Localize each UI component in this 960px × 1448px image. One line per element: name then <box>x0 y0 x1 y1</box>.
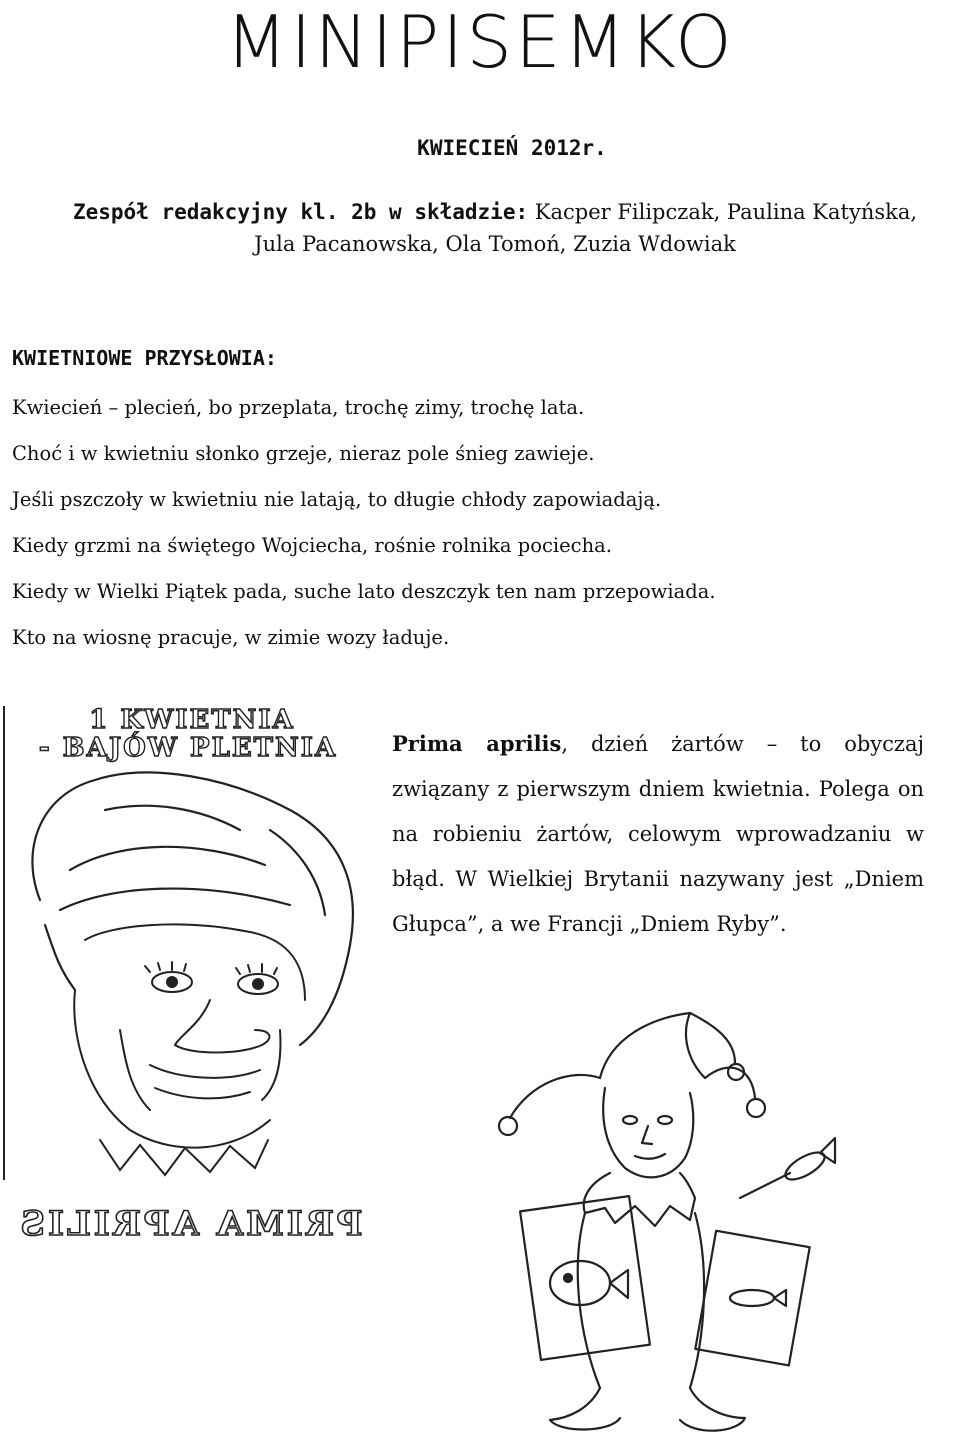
caption-line1: 1 KWIETNIA <box>89 705 295 735</box>
proverb-item: Kto na wiosnę pracuje, w zimie wozy ładuje. <box>12 626 450 649</box>
editorial-team <box>0 196 960 260</box>
team-members-line1: Kacper Filipczak, Paulina Katyńska, <box>528 200 918 224</box>
proverb-item: Choć i w kwietniu słonko grzeje, nieraz pole śnieg zawieje. <box>12 442 595 465</box>
proverb-item: Kiedy grzmi na świętego Wojciecha, rośnie rolnika pociecha. <box>12 534 612 557</box>
hat-bell-left <box>499 1117 517 1135</box>
caption-line2: - BAJÓW PLETNIA <box>38 733 338 763</box>
prima-aprilis-lead: Prima aprilis <box>392 731 562 756</box>
hat-bell-right <box>747 1099 765 1117</box>
newsletter-title: MINIPISEMKO <box>225 0 735 84</box>
headscarf-drawing <box>32 772 352 1045</box>
team-label: Zespół redakcyjny kl. 2b w składzie: <box>72 200 529 224</box>
proverbs-list <box>12 385 716 661</box>
jester-hat <box>600 1013 705 1078</box>
grandmother-illustration <box>0 700 380 1245</box>
mirrored-caption: PRIMA APRILIS <box>17 1204 363 1244</box>
proverb-item: Kwiecień – plecień, bo przeplata, trochę zimy, trochę lata. <box>12 396 585 419</box>
proverb-item: Jeśli pszczoły w kwietniu nie latają, to długie chłody zapowiadają. <box>12 488 662 511</box>
issue-date: KWIECIEŃ 2012r. <box>417 136 607 160</box>
proverbs-heading: KWIETNIOWE PRZYSŁOWIA: <box>12 346 277 370</box>
prima-aprilis-article <box>392 721 924 947</box>
prima-aprilis-body: , dzień żartów – to obyczaj związany z pierwszym dniem kwietnia. Polega on na robieniu żartów, celowym wprowadzaniu w błąd. W Wielkiej Brytanii nazywany jest „Dniem Głupca”, a we Francji „Dniem Ryby”. <box>392 732 924 936</box>
proverb-item: Kiedy w Wielki Piątek pada, suche lato deszczyk ten nam przepowiada. <box>12 580 716 603</box>
jester-illustration <box>490 1008 860 1444</box>
face-drawing <box>74 924 305 1175</box>
team-members-line2: Jula Pacanowska, Ola Tomoń, Zuzia Wdowiak <box>254 232 736 256</box>
fish-card-right <box>695 1231 809 1366</box>
